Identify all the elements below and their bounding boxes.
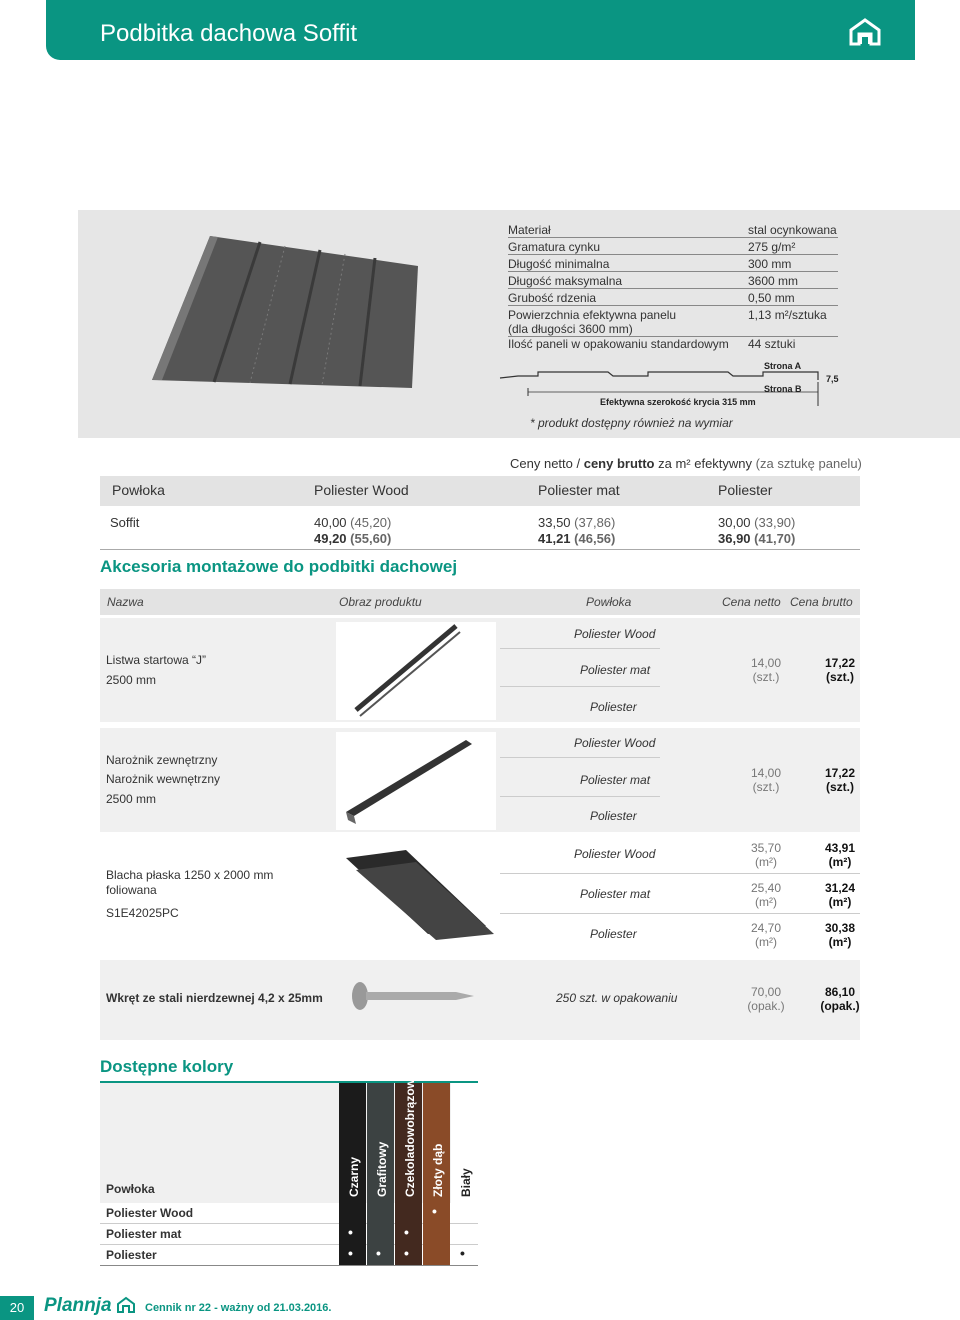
price-table-header: Powłoka Poliester Wood Poliester mat Poliester [100,476,860,506]
price-brutto: 36,90 (41,70) [718,531,796,546]
spec-row: Długość minimalna 300 mm [508,257,838,272]
swatch-zloty-dab: Złoty dąb [423,1083,450,1203]
divider [500,648,660,649]
colors-title: Dostępne kolory [100,1057,234,1076]
coating-row-label: Poliester [106,1248,157,1262]
profile-height: 7,5 [826,374,839,384]
divider [500,757,660,758]
price-netto: 70,00 (opak.) [747,985,785,1013]
swatch-czarny: Czarny [339,1083,366,1203]
coating-row-label: Poliester mat [106,1227,182,1241]
coating: Poliester mat [580,887,651,901]
j-strip-image [336,622,496,720]
price-brutto: 43,91 (m²) [824,841,856,869]
accessories-table-header: Nazwa Obraz produktu Powłoka Cena netto Cena brutto [100,589,860,615]
available-dot: • [348,1245,353,1261]
soffit-label: Soffit [110,515,140,530]
page-number: 20 [0,1296,34,1320]
coating: Poliester mat [580,773,651,787]
side-a-label: Strona A [764,361,802,371]
spec-row: Ilość paneli w opakowaniu standardowym 44 sztuki [508,337,796,351]
item-name: Blacha płaska 1250 x 2000 mm [106,868,274,882]
item-name: Wkręt ze stali nierdzewnej 4,2 x 25mm [106,991,323,1005]
available-dot: • [348,1224,353,1240]
spec-row: Długość maksymalna 3600 mm [508,274,838,289]
item-name: Listwa startowa “J” [106,653,207,667]
profile-width-label: Efektywna szerokość krycia 315 mm [600,397,756,407]
price-netto: 30,00 (33,90) [718,515,796,530]
divider [100,1265,478,1266]
coating: Poliester [590,700,637,714]
price-brutto: 31,24 (m²) [824,881,856,909]
item-size: 2500 mm [106,673,157,687]
item-name: Narożnik wewnętrzny [106,772,221,786]
price-list-info: Cennik nr 22 - ważny od 21.03.2016. [145,1302,332,1314]
divider [500,873,860,874]
colors-header: Powłoka [106,1182,155,1196]
coating-row-label: Poliester Wood [106,1206,194,1220]
item-name: foliowana [106,883,157,897]
flat-sheet-image [336,840,496,940]
price-netto: 40,00 (45,20) [314,515,392,530]
house-icon [116,1296,136,1314]
pack-info: 250 szt. w opakowaniu [556,991,678,1005]
footnote: * produkt dostępny również na wymiar [530,416,733,430]
side-b-label: Strona B [764,384,802,394]
item-name: Narożnik zewnętrzny [106,753,218,767]
plannja-house-icon [849,18,881,46]
coating: Poliester Wood [574,847,656,861]
spec-row: Grubość rdzenia 0,50 mm [508,291,838,306]
price-brutto: 17,22 (szt.) [824,766,856,794]
price-netto: 35,70 (m²) [750,841,782,869]
corner-image [336,732,496,830]
spec-row: Powierzchnia efektywna panelu (dla długości 3600 mm) 1,13 m²/sztuka [508,308,838,337]
price-brutto: 86,10 (opak.) [820,985,860,1013]
swatch-czekoladowobrazowy: Czekoladowobrązowy [395,1083,422,1203]
header-bar [46,0,915,60]
available-dot: • [376,1245,381,1261]
accessories-title: Akcesoria montażowe do podbitki dachowej [100,557,458,576]
price-netto: 24,70 (m²) [750,921,782,949]
price-brutto: 30,38 (m²) [824,921,856,949]
coating: Poliester [590,809,637,823]
divider [500,796,660,797]
swatch-bialy: Biały [451,1083,478,1203]
divider [100,549,860,550]
spec-row: Materiał stal ocynkowana [508,223,837,237]
price-netto: 14,00 (szt.) [750,766,782,794]
spec-row: Gramatura cynku 275 g/m² [508,240,838,255]
screw-image [340,972,490,1022]
item-code: S1E42025PC [106,906,179,920]
divider [500,913,860,914]
available-dot: • [460,1245,465,1261]
page-title: Podbitka dachowa Soffit [100,20,358,47]
price-brutto: 41,21 (46,56) [538,531,616,546]
item-size: 2500 mm [106,792,157,806]
price-brutto: 49,20 (55,60) [314,531,392,546]
brand-logo: Plannja [44,1295,112,1316]
soffit-panel-image [150,232,420,392]
available-dot: • [432,1203,437,1219]
coating: Poliester mat [580,663,651,677]
price-netto: 25,40 (m²) [750,881,782,909]
coating: Poliester Wood [574,627,656,641]
price-netto: 33,50 (37,86) [538,515,616,530]
available-dot: • [404,1245,409,1261]
coating: Poliester [590,927,637,941]
swatch-grafitowy: Grafitowy [367,1083,394,1203]
coating: Poliester Wood [574,736,656,750]
price-brutto: 17,22 (szt.) [824,656,856,684]
price-heading: Ceny netto / ceny brutto za m² efektywny (za sztukę panelu) [510,456,862,471]
available-dot: • [404,1224,409,1240]
price-netto: 14,00 (szt.) [750,656,782,684]
divider [500,686,660,687]
